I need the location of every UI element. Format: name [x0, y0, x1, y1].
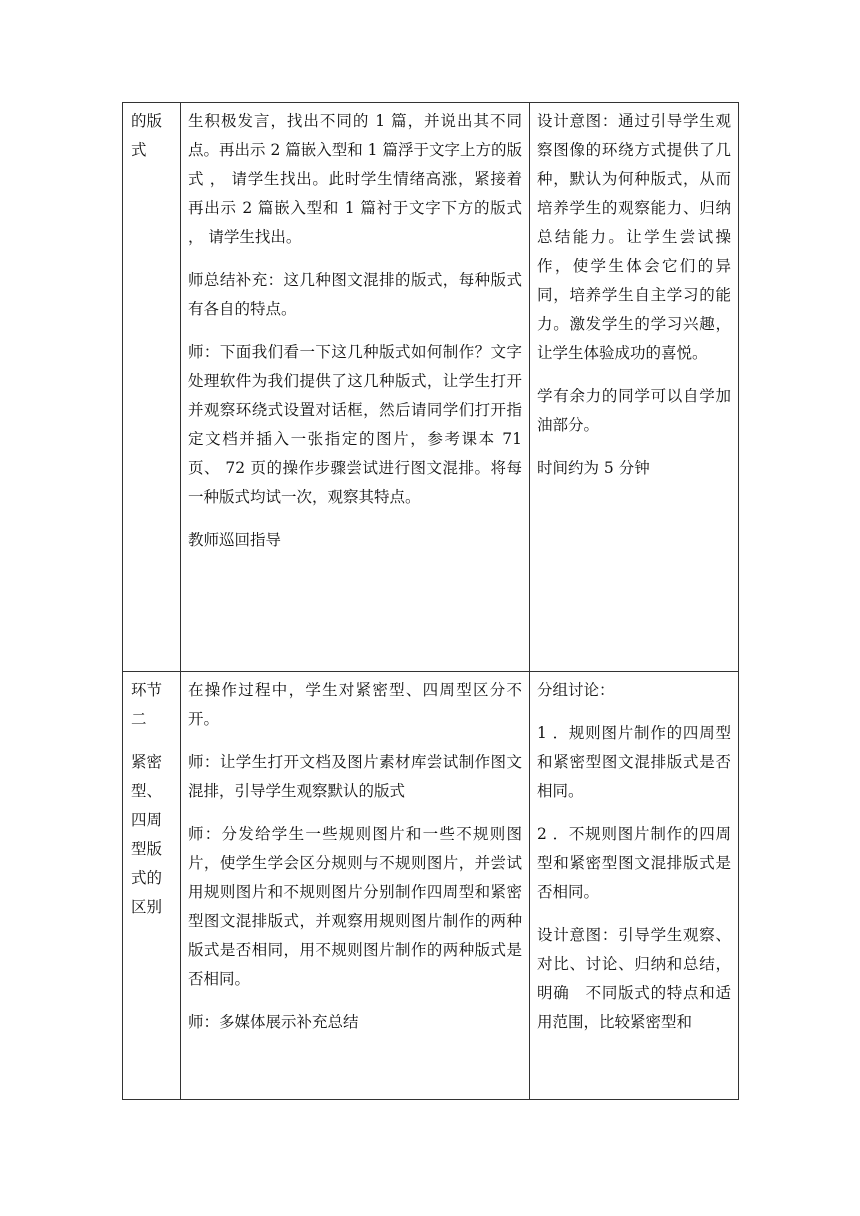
intent-paragraph: 1 ．规则图片制作的四周型和紧密型图文混排版式是否相同。 [537, 724, 731, 800]
activity-paragraph: 师：下面我们看一下这几种版式如何制作？文字处理软件为我们提供了这几种版式，让学生打开并观察环绕式设置对话框，然后请同学们打开指定文档并插入一张指定的图片，参考课本 71 页、 72 页的操作步骤尝试进行图文混排。将每一种版式均试一次，观察其特点。 [188, 343, 522, 506]
step-label-cell [123, 103, 181, 672]
teaching-activity-cell [181, 103, 530, 672]
table-row [123, 103, 739, 672]
step-label: 的版式 [131, 112, 163, 159]
intent-paragraph: 设计意图：通过引导学生观察图像的环绕方式提供了几种，默认为何种版式，从而培养学生的观察能力、归纳总结能力。让学生尝试操作，使学生体会它们的异同，培养学生自主学习的能力。激发学生的学习兴趣，让学生体验成功的喜悦。 [537, 112, 731, 362]
intent-paragraph: 分组讨论： [537, 681, 615, 699]
intent-paragraph: 时间约为 5 分钟 [537, 459, 650, 477]
design-intent-cell [530, 672, 739, 1100]
table-row [123, 672, 739, 1100]
intent-paragraph: 设计意图：引导学生观察、对比、讨论、归纳和总结，明确 不同版式的特点和适用范围，比较紧密型和 [537, 926, 731, 1031]
activity-paragraph: 教师巡回指导 [188, 531, 282, 549]
step-topic: 紧密型、四周型版式的区别 [131, 753, 163, 916]
activity-paragraph: 在操作过程中，学生对紧密型、四周型区分不开。 [188, 681, 522, 728]
activity-paragraph: 师总结补充：这几种图文混排的版式，每种版式有各自的特点。 [188, 271, 522, 318]
intent-paragraph: 2 ．不规则图片制作的四周型和紧密型图文混排版式是否相同。 [537, 825, 731, 901]
lesson-plan-table [122, 102, 739, 1100]
activity-paragraph: 师：分发给学生一些规则图片和一些不规则图片，使学生学会区分规则与不规则图片，并尝试用规则图片和不规则图片分别制作四周型和紧密型图文混排版式，并观察用规则图片制作的两种版式是否相同，用不规则图片制作的两种版式是否相同。 [188, 825, 522, 988]
activity-paragraph: 生积极发言，找出不同的 1 篇，并说出其不同点。再出示 2 篇嵌入型和 1 篇浮于文字上方的版式 ， 请学生找出。此时学生情绪高涨，紧接着再出示 2 篇嵌入型和 1 篇衬于文字下方的版式 ， 请学生找出。 [188, 112, 522, 246]
activity-paragraph: 师：让学生打开文档及图片素材库尝试制作图文混排，引导学生观察默认的版式 [188, 753, 522, 800]
activity-paragraph: 师：多媒体展示补充总结 [188, 1013, 359, 1031]
step-label-cell [123, 672, 181, 1100]
teaching-activity-cell [181, 672, 530, 1100]
design-intent-cell [530, 103, 739, 672]
step-label: 环节二 [131, 681, 163, 728]
intent-paragraph: 学有余力的同学可以自学加油部分。 [537, 387, 731, 434]
